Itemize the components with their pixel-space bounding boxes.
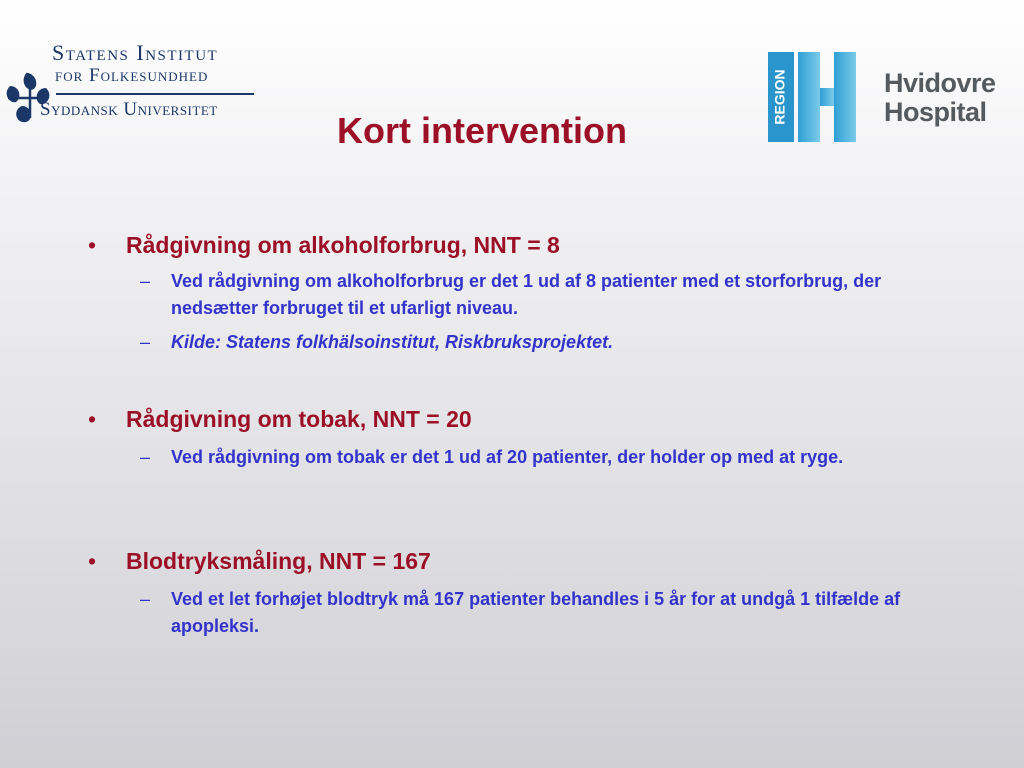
sif-logo-line3: Syddansk Universitet	[40, 99, 218, 120]
bullet-text: Rådgivning om tobak, NNT = 20	[126, 406, 472, 432]
hospital-name-line1: Hvidovre	[884, 68, 996, 98]
bullet-symbol: •	[88, 232, 97, 258]
bullet-symbol: •	[88, 406, 97, 432]
dash-symbol: –	[140, 271, 151, 291]
sub-text: Ved rådgivning om tobak er det 1 ud af 20 patienter, der holder op med at ryge.	[171, 447, 844, 467]
hospital-name-line2: Hospital	[884, 97, 987, 127]
sif-logo-line1: Statens Institut	[52, 40, 219, 65]
sub-text: Kilde: Statens folkhälsoinstitut, Riskbruksprojektet.	[171, 332, 614, 352]
slide-title: Kort intervention	[336, 110, 627, 151]
sif-logo-divider	[56, 93, 254, 95]
sub-text: Ved et let forhøjet blodtryk må 167 patienter behandles i 5 år for at undgå 1 tilfælde af apopleksi.	[171, 589, 901, 636]
sif-logo-line2: for Folkesundhed	[55, 65, 209, 86]
bullet-symbol: •	[88, 548, 97, 574]
dash-symbol: –	[140, 589, 151, 609]
sub-text: Ved rådgivning om alkoholforbrug er det 1 ud af 8 patienter med et storforbrug, der nedsætter forbruget til et ufarligt niveau.	[171, 271, 882, 318]
region-badge-text: REGION	[771, 69, 788, 125]
dash-symbol: –	[140, 447, 151, 467]
bullet-text: Blodtryksmåling, NNT = 167	[126, 548, 431, 574]
bullet-text: Rådgivning om alkoholforbrug, NNT = 8	[126, 232, 560, 258]
dash-symbol: –	[140, 332, 151, 352]
